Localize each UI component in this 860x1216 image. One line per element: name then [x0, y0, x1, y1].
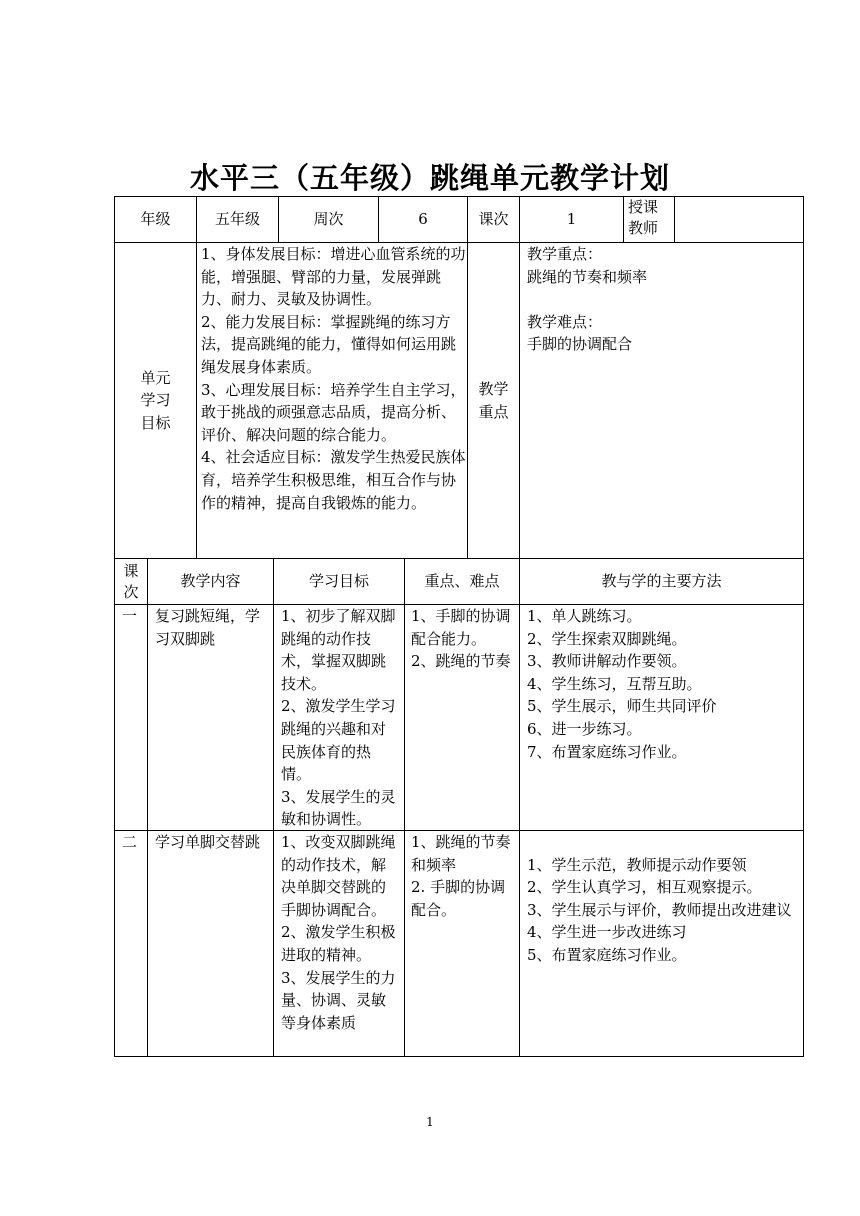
table-divider: [147, 558, 148, 1056]
col-header-methods: 教与学的主要方法: [601, 572, 722, 591]
col-header-content: 教学内容: [180, 572, 241, 591]
unit-goals-text: 1、身体发展目标：增进心血管系统的功能，增强腿、臂部的力量，发展弹跳力、耐力、灵敏及协调性。 2、能力发展目标：掌握跳绳的练习方法，提高跳绳的能力，懂得如何运用跳绳发展身体素质。 3、心理发展目标：培养学生自主学习，敢于挑战的顽强意志品质，提高分析、评价、解决问题的综合能力。 4、社会适应目标：激发学生热爱民族体育，培养学生积极思维，相互合作与协作的精神，提高自我锻炼的能力。: [201, 245, 466, 512]
teacher-value: [675, 197, 803, 242]
table-border-right: [803, 196, 804, 1057]
table-divider: [273, 558, 274, 1056]
table-divider: [623, 196, 624, 242]
lessons-label: 课次: [478, 210, 509, 229]
page-number: 1: [426, 1115, 434, 1129]
table-divider: [519, 242, 520, 558]
lessons-value: 1: [566, 210, 577, 229]
table-row-2-key-points: 1、跳绳的节奏和频率 2. 手脚的协调配合。: [411, 833, 511, 919]
table-row-2-goals: 1、改变双脚跳绳的动作技术，解决单脚交替跳的手脚协调配合。 2、激发学生积极进取的精神。 3、发展学生的力量、协调、灵敏等身体素质: [281, 833, 396, 1032]
grade-value: 五年级: [214, 210, 260, 229]
table-divider: [519, 558, 520, 1056]
col-header-key-points: 重点、难点: [424, 572, 500, 591]
teaching-focus-label: 教学 重点: [478, 379, 509, 421]
table-row-2-num: 二: [122, 833, 138, 851]
col-header-lesson-num: 课 次: [123, 561, 139, 601]
teaching-focus-text: 教学重点： 跳绳的节奏和频率 教学难点： 手脚的协调配合: [527, 245, 648, 354]
weeks-label: 周次: [313, 210, 344, 229]
table-row-1-num: 一: [122, 607, 138, 625]
unit-goals-label: 单元 学习 目标: [140, 368, 171, 432]
table-divider: [404, 558, 405, 1056]
grade-label: 年级: [140, 210, 171, 229]
teacher-label: 授课教师: [628, 198, 659, 237]
table-row-1-key-points: 1、手脚的协调配合能力。 2、跳绳的节奏: [411, 607, 511, 671]
table-row-2-methods: 1、学生示范，教师提示动作要领 2、学生认真学习，相互观察提示。 3、学生展示与评价，教师提出改进建议 4、学生进一步改进练习 5、布置家庭练习作业。: [527, 855, 792, 964]
table-row-1-content: 复习跳短绳，学习双脚跳: [155, 607, 261, 648]
table-row-2-content: 学习单脚交替跳: [155, 833, 261, 851]
weeks-value: 6: [418, 210, 428, 229]
table-divider: [196, 242, 197, 558]
table-border-bottom: [114, 1056, 804, 1057]
table-row-1-goals: 1、初步了解双脚跳绳的动作技术，掌握双脚跳技术。 2、激发学生学习跳绳的兴趣和对民族体育的热情。 3、发展学生的灵敏和协调性。: [281, 607, 396, 829]
table-row-1-methods: 1、单人跳练习。 2、学生探索双脚跳绳。 3、教师讲解动作要领。 4、学生练习，互帮互助。 5、学生展示，师生共同评价 6、进一步练习。 7、布置家庭练习作业。: [527, 607, 717, 761]
col-header-goals: 学习目标: [308, 572, 369, 591]
document-title: 水平三（五年级）跳绳单元教学计划: [189, 161, 670, 195]
